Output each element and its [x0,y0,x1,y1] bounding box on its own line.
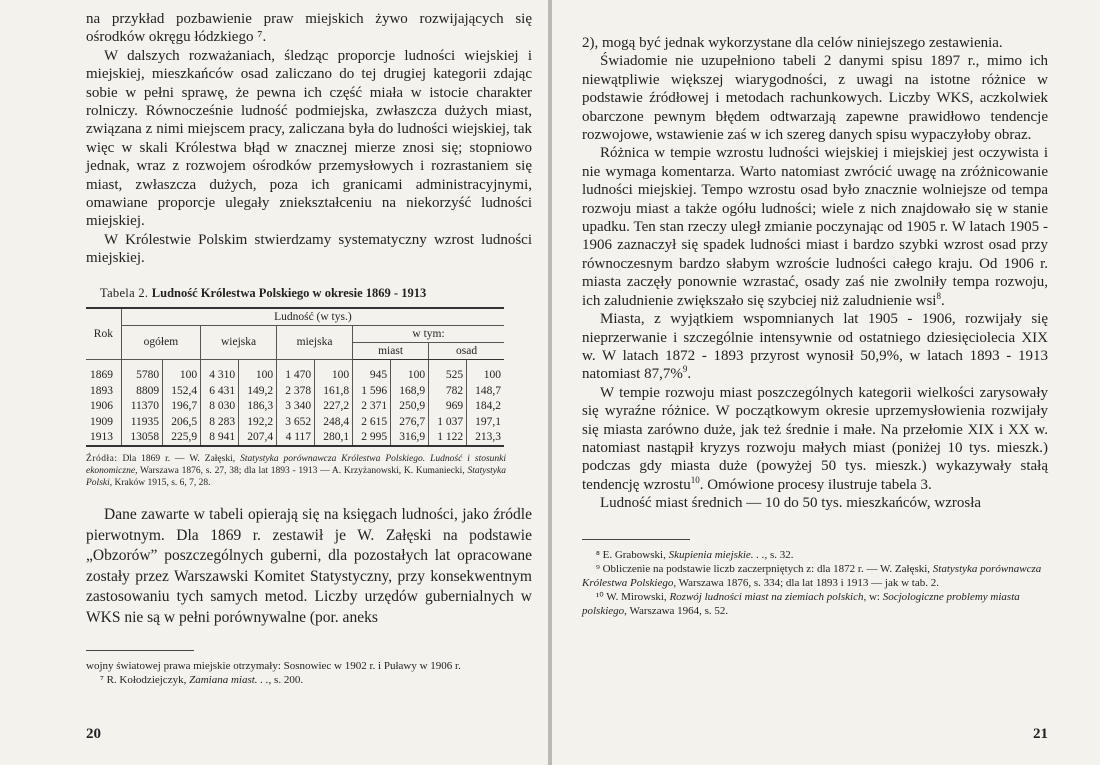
footnote-title: Skupienia miejskie. . ., [668,548,768,561]
table-cell: 11370 [121,399,162,415]
table-cell: 196,7 [163,399,201,415]
table-cell: 1 470 [277,359,315,383]
table-cell: 225,9 [163,430,201,447]
right-page [552,0,1100,765]
paragraph [582,384,1048,494]
footnote-text: Warszawa 1876, s. 334; dla lat 1893 i 1913 — jak w tab. 2. [678,576,939,589]
table-cell: 2 615 [353,414,391,430]
footnote-ref: 10 [690,474,700,485]
footnote-10 [582,590,1048,618]
table-caption-title: Ludność Królestwa Polskiego w okresie 1869 - 1913 [151,285,427,300]
footnote-number: ⁹ [596,562,600,575]
footnote-text: w: [868,590,880,603]
table-row [86,399,504,415]
table-cell: 100 [467,359,504,383]
source-text: Kraków 1915, s. 6, 7, 28. [114,478,211,489]
table-row [86,359,504,383]
table-cell: 250,9 [391,399,429,415]
table-cell: 8 030 [201,399,239,415]
table-cell: 525 [429,359,467,383]
table-row [86,414,504,430]
header-miejska: miejska [277,325,353,359]
paragraph: 2), mogą być jednak wykorzystane dla celów niniejszego zestawienia. [582,35,1003,51]
footnote-title: Zamiana miast. . ., [189,674,272,687]
footnote-number: ⁷ [100,674,104,687]
paragraph-text: . Omówione procesy ilustruje tabela 3. [699,476,932,493]
header-miast: miast [353,342,429,359]
table-cell: 8 283 [201,414,239,430]
paragraph-text: Miasta, z wyjątkiem wspomnianych lat 1905 - 1906, rozwijały się nieprzerwanie i szczególnie intensywnie od ostatniego dziesięciolecia XIX w. W latach 1872 - 1893 przyrost wynosił 50,9%, w latach 1893 - 1913 natomiast 87,7% [582,311,1048,383]
table-cell-year: 1909 [86,414,121,430]
table-cell: 2 378 [277,383,315,399]
footnote-7 [86,673,532,687]
table-cell: 184,2 [467,399,504,415]
footnote-9 [582,562,1048,590]
paragraph: Świadomie nie uzupełniono tabeli 2 danymi spisu 1897 r., mimo ich niewątpliwie większej wiarygodności, z uwagi na istotne różnice w podstawie źródłowej i metodach rachunkowych. Liczby WKS, aczkolwiek obarczone pewnym błędem odtwarzają zapewne prawidłowo tendencje rozwojowe, wstawienie zaś w ich szereg danych spisu wypaczyłoby obraz. [582,53,1048,144]
table-cell: 8809 [121,383,162,399]
footnote-ref: 8 [936,290,941,301]
table-cell: 100 [163,359,201,383]
table-cell: 782 [429,383,467,399]
table-caption-prefix: Tabela 2. [100,285,149,300]
header-ogolem: ogółem [121,325,200,359]
footnote-title: Statystyka porównawcza Królestwa Polskiego, [582,562,1042,589]
header-osad: osad [429,342,504,359]
paragraph: na przykład pozbawienie praw miejskich żywo rozwijających się ośrodków okręgu łódzkiego ⁷. [86,11,532,46]
table-cell: 5780 [121,359,162,383]
footnote-ref: 9 [682,364,688,375]
footnote-title: Socjologiczne problemy miasta polskiego, [582,590,1020,617]
table-cell: 13058 [121,430,162,447]
table-cell: 227,2 [315,399,353,415]
footnote-number: ⁸ [596,548,600,561]
paragraph-text: . [687,366,692,383]
paragraph-text: W tempie rozwoju miast poszczególnych kategorii wielkości zarysowały się wyraźne różnice. W początkowym okresie uprzemysłowienia rozwijały się miasta zarówno duże, jak też średnie i małe. Na przełomie XIX i XX w. natomiast nastąpił kryzys rozwoju małych miast (poniżej 10 tys. mieszk.) podczas gdy miasta duże (powyżej 50 tys. mieszk.) wykazywały stałą tendencję wzrostu [582,384,1048,493]
footnote: wojny światowej prawa miejskie otrzymały: Sosnowiec w 1902 r. i Puławy w 1906 r. [86,660,461,673]
page-number: 21 [1033,726,1048,742]
table-caption [100,286,532,301]
table-cell: 186,3 [239,399,277,415]
paragraph: Ludność miast średnich — 10 do 50 tys. mieszkańców, wzrosła [600,495,982,512]
header-ludnosc: Ludność (w tys.) [121,308,504,326]
page-number: 20 [86,726,101,742]
table-cell: 2 995 [353,430,391,447]
footnote-text: Obliczenie na podstawie liczb zaczerpniętych z: dla 1872 r. — W. Załęski, [602,562,931,575]
table-cell: 1 122 [429,430,467,447]
table-cell: 280,1 [315,430,353,447]
header-rok: Rok [86,308,121,360]
table-cell: 168,9 [391,383,429,399]
footnote-text: Warszawa 1964, s. 52. [629,604,729,617]
table-cell: 206,5 [163,414,201,430]
table-cell-year: 1893 [86,383,121,399]
table-cell: 207,4 [239,430,277,447]
footnote-divider [86,650,194,651]
table-cell: 316,9 [391,430,429,447]
table-source-note [86,453,506,489]
table-cell: 3 340 [277,399,315,415]
footnote-text: s. 200. [274,674,304,687]
footnote-text: R. Kołodziejczyk, [106,674,187,687]
source-text: Dla 1869 r. — W. Załęski, [122,454,236,465]
footnote-divider [582,539,690,540]
footnote-title: Rozwój ludności miast na ziemiach polskich, [669,590,867,603]
table-cell: 4 117 [277,430,315,447]
paragraph-text: Różnica w tempie wzrostu ludności wiejskiej i miejskiej jest oczywista i nie wymaga komentarza. Warto natomiast zwrócić uwagę na zróżnicowanie ludności miejskiej. Tempo wzrostu osad było znacznie wolniejsze od tempa rozwoju miast a także ogółu ludności; wiele z nich znajdowało się w stanie upadku. Ten stan rzeczy uległ zmianie poczynając od 1905 r. W latach 1905 - 1906 zaznaczył się spadek ludności miast i bardzo szybki wzrost osad przy równoczesnym bardzo słabym wzroście ludności całego kraju. Od 1906 r. miasta zaczęły ponownie wzrastać, osady zaś nie zwolniły tempa rozwoju, ich zaludnienie zwiększało się szybciej niż zaludnienie wsi [582,145,1048,309]
footnote-number: ¹⁰ [596,590,604,603]
source-label: Źródła: [86,454,118,465]
paragraph: Dane zawarte w tabeli opierają się na księgach ludności, jako źródle pierwotnym. Dla 1869 r. zestawił je W. Załęski na podstawie „Obzorów” poszczególnych guberni, dla pozostałych lat opracowane zostały przez Warszawski Komitet Statystyczny, przy konsekwentnym zastosowaniu tych samych metod. Liczby urzędów gubernialnych w WKS nie są w pełni porównywalne (por. aneks [86,506,532,626]
table-cell: 276,7 [391,414,429,430]
table-cell-year: 1906 [86,399,121,415]
table-cell: 100 [391,359,429,383]
table-cell: 248,4 [315,414,353,430]
table-cell: 11935 [121,414,162,430]
table-cell: 6 431 [201,383,239,399]
left-page [0,0,548,765]
paragraph [582,310,1048,384]
table-cell: 2 371 [353,399,391,415]
table-cell: 152,4 [163,383,201,399]
table-cell: 3 652 [277,414,315,430]
footnote-text: W. Mirowski, [606,590,667,603]
table-cell-year: 1913 [86,430,121,447]
source-title: Statystyka porównawcza Królestwa Polskiego. Ludność i stosunki ekonomiczne, [86,454,507,477]
table-cell: 945 [353,359,391,383]
table-cell: 197,1 [467,414,504,430]
paragraph: W dalszych rozważaniach, śledząc proporcje ludności wiejskiej i miejskiej, mieszkańców osad zaliczano do tej drugiej kategorii zdając sobie w pełni sprawę, że pewna ich część miała w istocie charakter rolniczy. Równocześnie ludność podmiejska, zwłaszcza dużych miast, związana z nimi miejscem pracy, zaliczana była do ludności wiejskiej, tak więc w skali Królestwa błąd w znacznej mierze znosi się; stopniowo jednak, wraz z rozwojem ośrodków przemysłowych i rozrastaniem się miast, zwłaszcza dużych, poza ich granicami administracyjnymi, omawiane proporcje ulegały zniekształceniu na niekorzyść ludności miejskiej. [86,47,532,230]
table-row [86,430,504,447]
footnote-text: E. Grabowski, [602,548,666,561]
table-cell: 100 [239,359,277,383]
table-cell-year: 1869 [86,359,121,383]
table-cell: 148,7 [467,383,504,399]
paragraph [582,144,1048,310]
footnote-8 [582,548,1048,562]
paragraph-text: . [940,292,945,309]
table-cell: 100 [315,359,353,383]
population-table [86,307,504,448]
table-cell: 4 310 [201,359,239,383]
source-title: Statystyka Polski, [86,466,506,489]
source-text: Warszawa 1876, s. 27, 38; dla lat 1893 - 1913 — A. Krzyżanowski, K. Kumaniecki, [140,466,465,477]
header-wiejska: wiejska [201,325,277,359]
paragraph: W Królestwie Polskim stwierdzamy systematyczny wzrost ludności miejskiej. [86,231,532,267]
table-cell: 969 [429,399,467,415]
table-cell: 1 596 [353,383,391,399]
table-cell: 149,2 [239,383,277,399]
table-cell: 1 037 [429,414,467,430]
footnote-text: s. 32. [770,548,794,561]
table-cell: 192,2 [239,414,277,430]
header-w-tym: w tym: [353,325,504,342]
table-cell: 161,8 [315,383,353,399]
table-cell: 8 941 [201,430,239,447]
table-row [86,383,504,399]
table-cell: 213,3 [467,430,504,447]
